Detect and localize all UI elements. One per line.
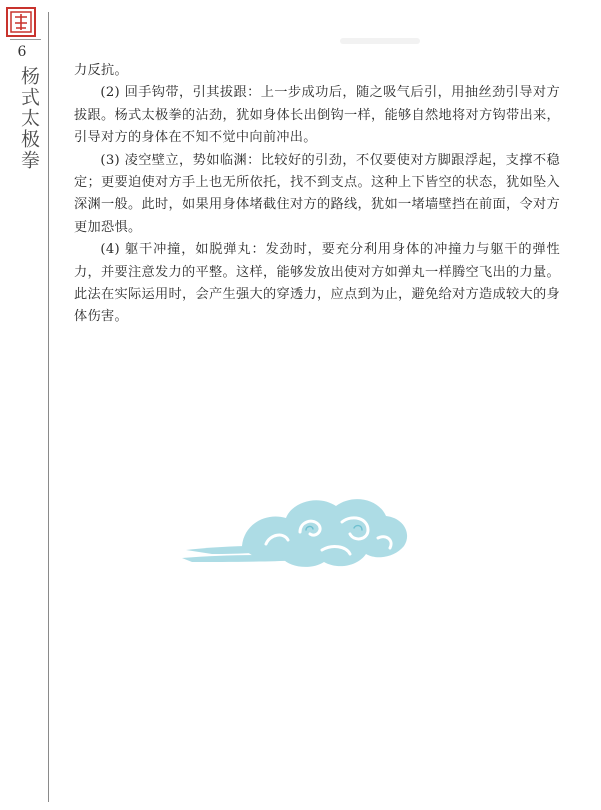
paragraph-continuation: 力反抗。	[74, 63, 128, 78]
margin-rule	[48, 12, 49, 802]
body-text	[74, 60, 560, 329]
margin-divider	[10, 39, 41, 40]
running-book-title: 杨式太极拳	[18, 66, 40, 171]
paragraph-item-4: (4) 躯干冲撞，如脱弹丸：发劲时，要充分利用身体的冲撞力与躯干的弹性力，并要注意发力的平整。这样，能够发放出使对方如弹丸一样腾空飞出的力量。此法在实际运用时，会产生强大的穿透力，应点到为止，避免给对方造成较大的身体伤害。	[74, 242, 560, 325]
seal-stamp-icon	[6, 7, 36, 37]
paragraph-item-2: (2) 回手钩带，引其拔跟：上一步成功后，随之吸气后引，用抽丝劲引导对方拔跟。杨式太极拳的沾劲，犹如身体长出倒钩一样，能够自然地将对方钩带出来，引导对方的身体在不知不觉中向前冲出。	[74, 85, 560, 146]
cloud-ornament-icon	[182, 488, 414, 578]
page-number: 6	[17, 44, 27, 60]
faint-header-mark	[340, 38, 420, 44]
left-margin	[0, 0, 48, 810]
paragraph-item-3: (3) 凌空壁立，势如临渊：比较好的引劲，不仅要使对方脚跟浮起，支撑不稳定；更要迫使对方手上也无所依托，找不到支点。这种上下皆空的状态，犹如坠入深渊一般。此时，如果用身体堵截住对方的路线，犹如一堵墙壁挡在前面，令对方更加恐惧。	[74, 152, 560, 235]
